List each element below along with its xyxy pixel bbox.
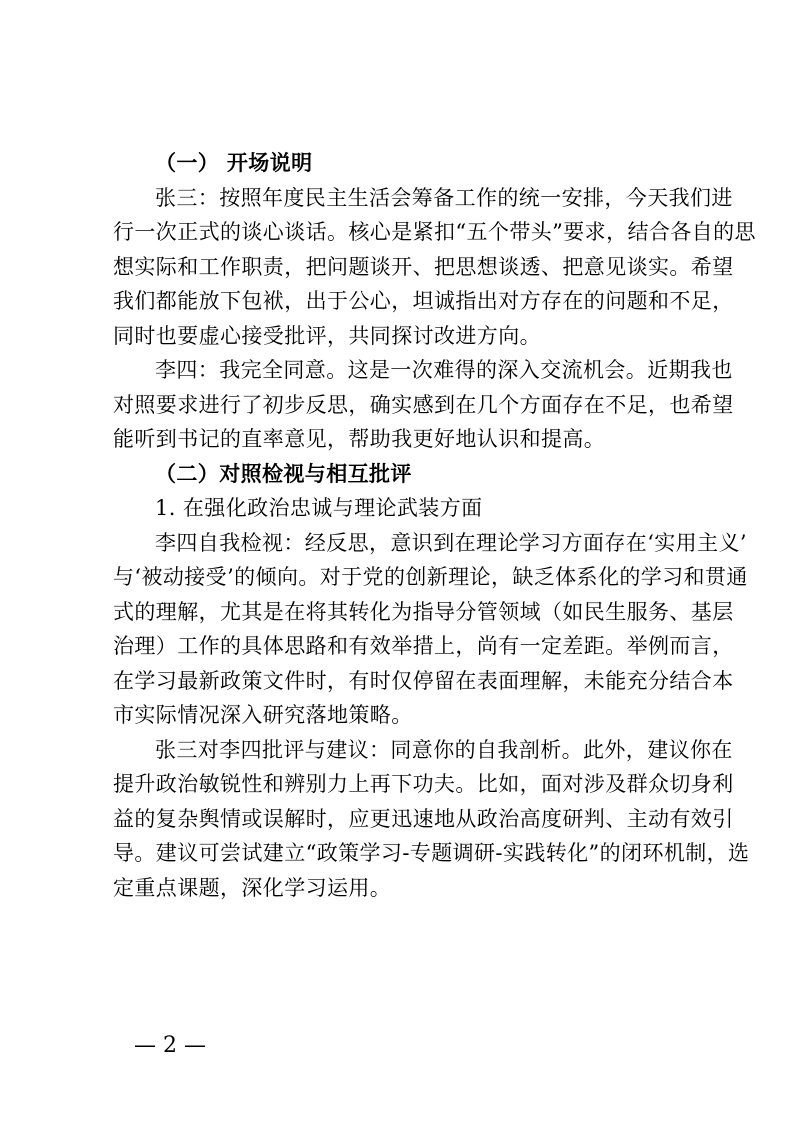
subheading-political-loyalty: 1. 在强化政治忠诚与理论武装方面: [155, 496, 483, 520]
text-line: 李四自我检视：经反思，意识到在理论学习方面存在‘实用主义’: [155, 530, 747, 555]
text-line: 益的复杂舆情或误解时，应更迅速地从政治高度研判、主动有效引: [113, 806, 734, 831]
text-line: 想实际和工作职责，把问题谈开、把思想谈透、把意见谈实。希望: [113, 254, 734, 279]
page-number: — 2 —: [134, 1033, 206, 1058]
text-line: 提升政治敏锐性和辨别力上再下功夫。比如，面对涉及群众切身利: [113, 772, 734, 796]
text-line: 我们都能放下包袱，出于公心，坦诚指出对方存在的问题和不足，: [113, 289, 734, 313]
text-line: 导。建议可尝试建立“政策学习-专题调研-实践转化”的闭环机制，选: [113, 841, 750, 865]
text-line: 能听到书记的直率意见，帮助我更好地认识和提高。: [113, 427, 606, 451]
text-line: 张三：按照年度民主生活会筹备工作的统一安排，今天我们进: [155, 185, 733, 210]
text-line: 定重点课题，深化学习运用。: [113, 875, 392, 900]
paragraph-lisi-response: [113, 353, 734, 457]
text-line: 同时也要虚心接受批评，共同探讨改进方向。: [113, 323, 541, 348]
text-line: 与‘被动接受’的倾向。对于党的创新理论，缺乏体系化的学习和贯通: [113, 565, 748, 589]
text-line: 行一次正式的谈心谈话。核心是紧扣“五个带头”要求，结合各自的思: [113, 220, 756, 244]
text-line: 式的理解，尤其是在将其转化为指导分管领域（如民生服务、基层: [113, 599, 734, 624]
paragraph-lisi-self-review: [113, 526, 748, 733]
section-heading-opening: （一） 开场说明: [155, 150, 313, 175]
text-line: 市实际情况深入研究落地策略。: [113, 703, 413, 727]
paragraph-zhangsan-critique: [113, 733, 750, 906]
document-body: [113, 146, 756, 905]
section-heading-review: （二）对照检视与相互批评: [155, 460, 412, 486]
text-line: 治理）工作的具体思路和有效举措上，尚有一定差距。举例而言，: [113, 634, 734, 658]
text-line: 对照要求进行了初步反思，确实感到在几个方面存在不足，也希望: [113, 392, 734, 417]
paragraph-zhangsan-opening: [113, 181, 756, 354]
text-line: 在学习最新政策文件时，有时仅停留在表面理解，未能充分结合本: [113, 668, 734, 693]
text-line: 张三对李四批评与建议：同意你的自我剖析。此外，建议你在: [155, 737, 733, 762]
text-line: 李四：我完全同意。这是一次难得的深入交流机会。近期我也: [155, 358, 733, 382]
